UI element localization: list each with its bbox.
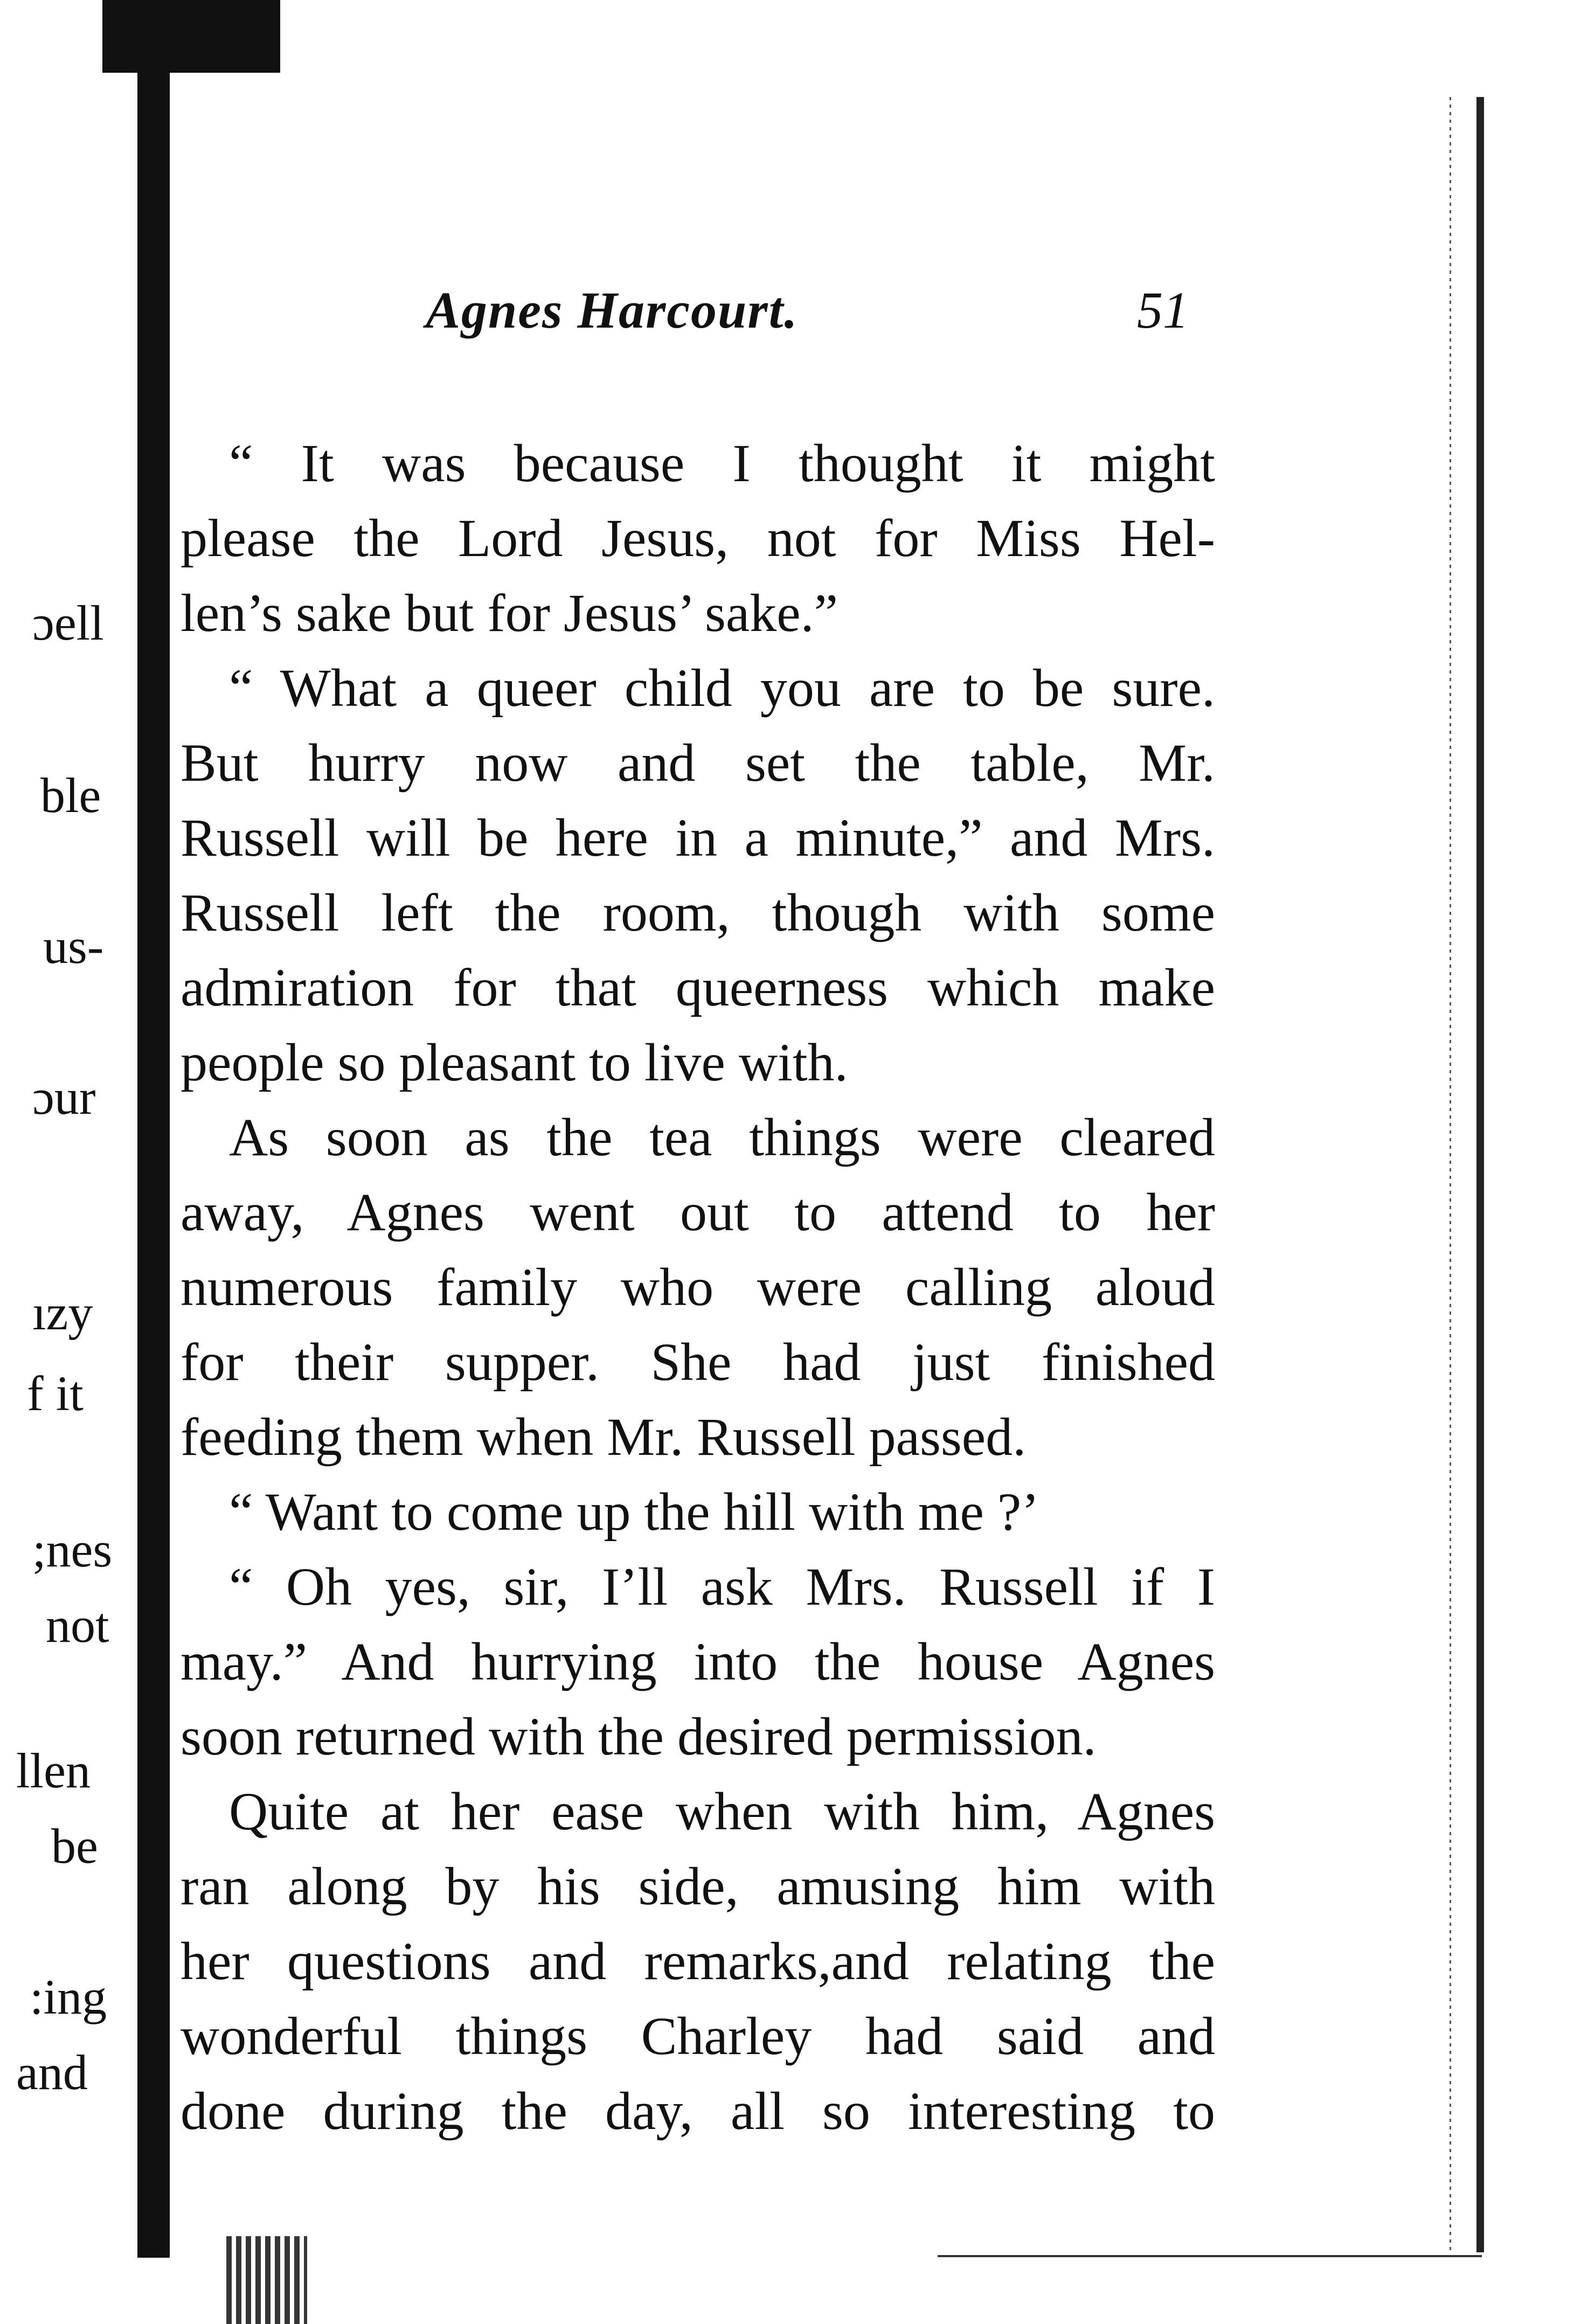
text-line: “ It was because I thought it might xyxy=(229,433,1215,493)
text-line: “ Oh yes, sir, I’ll ask Mrs. Russell if I xyxy=(229,1557,1215,1617)
margin-fragment: not xyxy=(46,1598,109,1653)
text-line: soon returned with the desired permission. xyxy=(181,1706,1097,1766)
margin-fragment: and xyxy=(16,2045,88,2100)
text-line: feeding them when Mr. Russell passed. xyxy=(181,1407,1027,1467)
margin-fragment: ;nes xyxy=(32,1522,113,1577)
scan-tab-top xyxy=(102,0,280,73)
text-line: please the Lord Jesus, not for Miss Hel- xyxy=(181,508,1215,568)
text-line: admiration for that queerness which make xyxy=(181,958,1215,1017)
margin-fragment: ɔell xyxy=(32,595,104,650)
margin-fragment: llen xyxy=(16,1743,91,1798)
margin-fragment: ızy xyxy=(32,1285,93,1340)
margin-fragment: f it xyxy=(27,1366,84,1421)
text-line: “ Want to come up the hill with me ?’ xyxy=(229,1482,1039,1542)
text-line: Quite at her ease when with him, Agnes xyxy=(229,1781,1215,1841)
text-line: “ What a queer child you are to be sure. xyxy=(229,658,1215,718)
page-edge-speckle xyxy=(1450,97,1451,2252)
margin-fragment: :ing xyxy=(30,1969,107,2024)
text-line: As soon as the tea things were cleared xyxy=(229,1107,1215,1167)
page-number: 51 xyxy=(1137,281,1189,339)
book-spine-shadow xyxy=(137,70,170,2258)
text-line: But hurry now and set the table, Mr. xyxy=(181,733,1215,793)
page-body xyxy=(181,426,1215,2148)
margin-fragment: ɔur xyxy=(32,1070,96,1125)
margin-fragment: ble xyxy=(40,768,101,823)
text-line: away, Agnes went out to attend to her xyxy=(181,1182,1215,1242)
text-line: done during the day, all so interesting to xyxy=(181,2081,1215,2141)
text-line: len’s sake but for Jesus’ sake.” xyxy=(181,583,838,643)
scan-tab-bottom xyxy=(226,2236,307,2324)
page-edge-right xyxy=(1476,97,1484,2252)
running-title: Agnes Harcourt. xyxy=(426,281,799,339)
text-line: for their supper. She had just finished xyxy=(181,1332,1215,1392)
text-line: may.” And hurrying into the house Agnes xyxy=(181,1632,1215,1691)
text-line: ran along by his side, amusing him with xyxy=(181,1856,1215,1916)
text-line: Russell will be here in a minute,” and Mrs. xyxy=(181,808,1215,868)
text-line: people so pleasant to live with. xyxy=(181,1032,848,1092)
text-line: her questions and remarks,and relating the xyxy=(181,1931,1215,1991)
margin-fragment: us- xyxy=(43,919,104,974)
text-line: numerous family who were calling aloud xyxy=(181,1257,1215,1317)
text-line: wonderful things Charley had said and xyxy=(181,2006,1215,2066)
page-edge-bottom xyxy=(938,2255,1482,2257)
margin-fragment: be xyxy=(51,1819,98,1874)
text-line: Russell left the room, though with some xyxy=(181,883,1215,942)
